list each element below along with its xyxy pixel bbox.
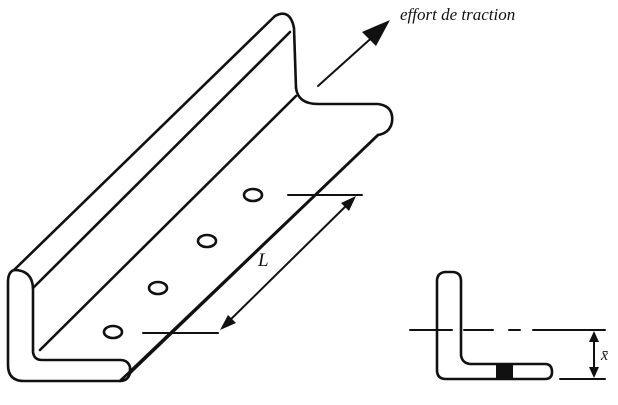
vertical-leg-top-edge bbox=[14, 14, 296, 270]
length-label: L bbox=[258, 250, 269, 271]
centroid-label: x̄ bbox=[601, 347, 609, 364]
section-outline bbox=[437, 272, 552, 379]
horizontal-leg-bottom-edge bbox=[120, 135, 378, 381]
bolt-hole bbox=[244, 189, 262, 201]
bolt-hole bbox=[198, 235, 216, 247]
vertical-leg-inner-edge bbox=[33, 32, 290, 288]
force-label: effort de traction bbox=[400, 5, 516, 24]
inner-fillet-edge bbox=[40, 96, 296, 350]
tension-force-arrow bbox=[318, 20, 390, 86]
back-section-corner bbox=[296, 88, 392, 135]
cross-section-detail bbox=[410, 272, 605, 379]
angle-bar-body bbox=[8, 14, 392, 381]
bolt-hole bbox=[149, 282, 167, 294]
bolt-hole bbox=[104, 326, 122, 338]
section-hatch-bolt bbox=[496, 364, 513, 379]
